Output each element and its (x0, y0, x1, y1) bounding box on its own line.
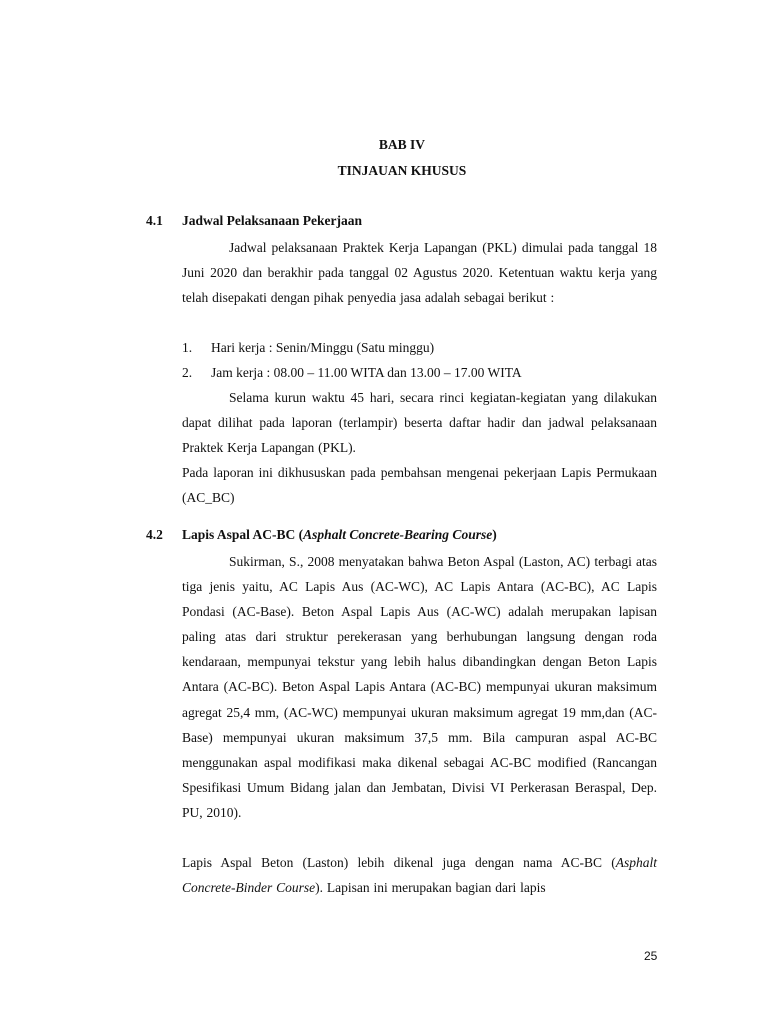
page-number: 25 (644, 949, 658, 963)
chapter-title: TINJAUAN KHUSUS (337, 163, 467, 178)
paragraph-laston-binder (182, 850, 657, 900)
section-title: Jadwal Pelaksanaan Pekerjaan (182, 213, 363, 228)
list-item-number: 2. (182, 365, 193, 380)
section-number: 4.1 (146, 213, 163, 228)
paragraph-text-end: ). Lapisan ini merupakan bagian dari lapis (315, 880, 546, 896)
paragraph-italic-text: Asphalt Concrete-Binder Course (182, 855, 657, 896)
section-title-text: Lapis Aspal AC-BC ( (182, 527, 304, 542)
paragraph-laston-types: Sukirman, S., 2008 menyatakan bahwa Beton Aspal (Laston, AC) terbagi atas tiga jenis yaitu, AC Lapis Aus (AC-WC), AC Lapis Antara (AC-BC), AC Lapis Pondasi (AC-Base). Beton Aspal Lapis Aus (AC-WC) adalah merupakan lapisan paling atas dari struktur perekerasan yang berhubungan langsung dengan roda kendaraan, mempunyai tekstur yang lebih halus dibandingkan dengan Beton Lapis Antara (AC-BC). Beton Aspal Lapis Antara (AC-BC) mempunyai ukuran maksimum agregat 25,4 mm, (AC-WC) mempunyai ukuran maksimum agregat 19 mm,dan (AC-Base) mempunyai ukuran maksimum 37,5 mm. Bila campuran aspal AC-BC menggunakan aspal modifikasi maka dikenal sebagai AC-BC modified (Rancangan Spesifikasi Umum Bidang jalan dan Jembatan, Divisi VI Perkerasan Beraspal, Dep. PU, 2010). (182, 554, 657, 820)
list-item-text: Hari kerja : Senin/Minggu (Satu minggu) (211, 340, 435, 355)
paragraph-activities: Selama kurun waktu 45 hari, secara rinci kegiatan-kegiatan yang dilakukan dapat dilihat pada laporan (terlampir) beserta daftar hadir dan jadwal pelaksanaan Praktek Kerja Lapangan (PKL). (182, 390, 657, 456)
section-title-end: ) (492, 527, 497, 542)
section-title-italic: Asphalt Concrete-Bearing Course (303, 527, 493, 542)
chapter-label: BAB IV (378, 137, 426, 152)
list-item-number: 1. (182, 340, 193, 355)
section-title (182, 527, 497, 543)
paragraph-focus: Pada laporan ini dikhususkan pada pembahsan mengenai pekerjaan Lapis Permukaan (AC_BC) (182, 465, 657, 506)
paragraph-schedule: Jadwal pelaksanaan Praktek Kerja Lapangan (PKL) dimulai pada tanggal 18 Juni 2020 dan berakhir pada tanggal 02 Agustus 2020. Ketentuan waktu kerja yang telah disepakati dengan pihak penyedia jasa adalah sebagai berikut : (182, 240, 657, 306)
paragraph-text: Lapis Aspal Beton (Laston) lebih dikenal juga dengan nama AC-BC ( (182, 855, 616, 870)
section-number: 4.2 (146, 527, 163, 542)
list-item-text: Jam kerja : 08.00 – 11.00 WITA dan 13.00 – 17.00 WITA (211, 365, 522, 380)
